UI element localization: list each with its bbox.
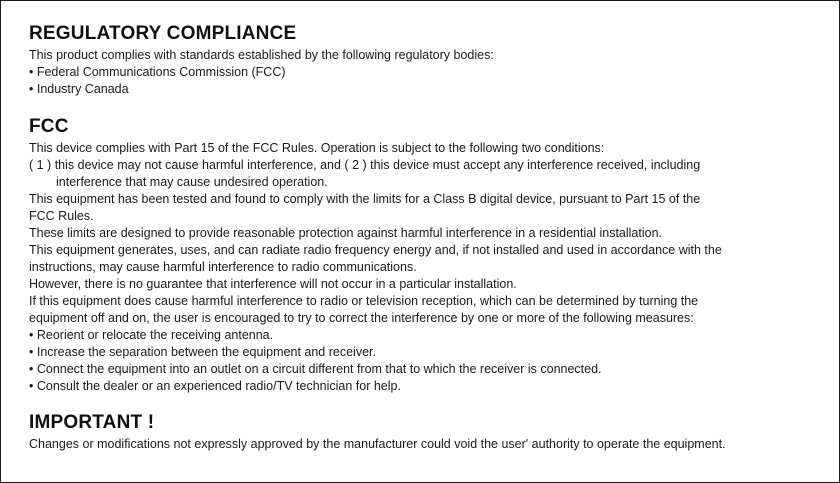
fcc-heading: FCC <box>29 116 69 137</box>
fcc-interference-statement: If this equipment does cause harmful interference to radio or television reception, which can be determined by turning the <box>29 294 699 308</box>
important-heading: IMPORTANT ! <box>29 412 155 433</box>
fcc-measure-consult: • Consult the dealer or an experienced radio/TV technician for help. <box>29 379 401 393</box>
fcc-no-guarantee: However, there is no guarantee that interference will not occur in a particular installation. <box>29 277 517 291</box>
regulatory-intro: This product complies with standards established by the following regulatory bodies: <box>29 48 494 62</box>
fcc-limits-statement: These limits are designed to provide reasonable protection against harmful interference in a residential installation. <box>29 226 662 240</box>
fcc-conditions: ( 1 ) this device may not cause harmful interference, and ( 2 ) this device must accept any interference received, including <box>29 158 701 172</box>
important-section <box>29 412 813 453</box>
regulatory-body-fcc: • Federal Communications Commission (FCC) <box>29 65 286 79</box>
fcc-measure-outlet: • Connect the equipment into an outlet on a circuit different from that to which the receiver is connected. <box>29 362 602 376</box>
fcc-statement: This device complies with Part 15 of the FCC Rules. Operation is subject to the following two conditions: <box>29 141 605 155</box>
fcc-measure-separation: • Increase the separation between the equipment and receiver. <box>29 345 376 359</box>
regulatory-compliance-heading: REGULATORY COMPLIANCE <box>29 23 297 44</box>
fcc-class-b-continued: FCC Rules. <box>29 209 94 223</box>
fcc-conditions-continued: interference that may cause undesired operation. <box>56 175 328 189</box>
fcc-class-b-statement: This equipment has been tested and found to comply with the limits for a Class B digital device, pursuant to Part 15 of the <box>29 192 701 206</box>
regulatory-body-industry-canada: • Industry Canada <box>29 82 129 96</box>
fcc-radiation-statement: This equipment generates, uses, and can radiate radio frequency energy and, if not installed and used in accordance with the <box>29 243 722 257</box>
fcc-measure-reorient: • Reorient or relocate the receiving antenna. <box>29 328 274 342</box>
fcc-section <box>29 116 813 395</box>
regulatory-compliance-section <box>29 23 813 98</box>
fcc-interference-continued: equipment off and on, the user is encouraged to try to correct the interference by one or more of the following measures: <box>29 311 694 325</box>
fcc-radiation-continued: instructions, may cause harmful interference to radio communications. <box>29 260 417 274</box>
important-text: Changes or modifications not expressly approved by the manufacturer could void the user' authority to operate the equipment. <box>29 437 726 451</box>
